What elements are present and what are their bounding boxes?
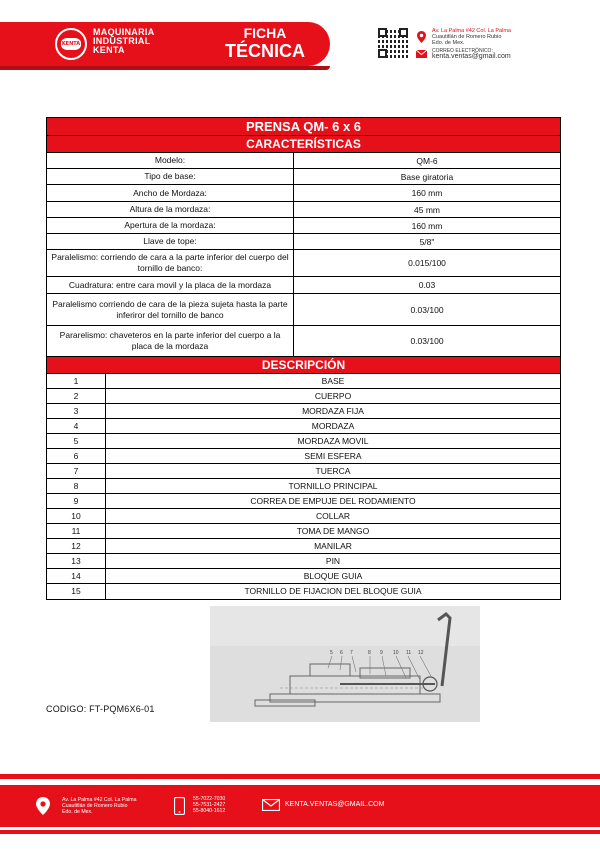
part-name: COLLAR: [315, 511, 350, 521]
header-email: [432, 48, 511, 60]
spec-label: Modelo:: [47, 153, 294, 168]
part-row: [47, 404, 560, 419]
footer-address-line-3: Edo. de Mex.: [62, 809, 93, 815]
footer-top-stripe: [0, 774, 600, 779]
part-row: [47, 509, 560, 524]
diagram-label: 12: [418, 650, 424, 656]
part-row: [47, 464, 560, 479]
brand-line-1: MAQUINARIA: [93, 27, 155, 37]
part-name: TUERCA: [315, 466, 351, 476]
footer-phone-3[interactable]: 55-8040-1612: [193, 808, 226, 814]
mail-icon: [416, 50, 427, 58]
part-name: CORREA DE EMPUJE DEL RODAMIENTO: [250, 496, 416, 506]
part-name: MANILAR: [314, 541, 352, 551]
part-row: [47, 539, 560, 554]
part-name: TORNILLO PRINCIPAL: [288, 481, 378, 491]
spec-row: [47, 277, 560, 294]
part-number: 10: [47, 509, 106, 523]
phone-icon: [174, 797, 185, 815]
part-number: 9: [47, 494, 106, 508]
footer-mail-icon: [262, 799, 280, 811]
header-email-address[interactable]: kenta.ventas@gmail.com: [432, 53, 511, 60]
part-row: [47, 494, 560, 509]
part-row: [47, 524, 560, 539]
part-row: [47, 584, 560, 599]
part-number: 1: [47, 374, 106, 388]
part-name: CUERPO: [314, 391, 352, 401]
diagram-label: 10: [393, 650, 399, 656]
part-number: 12: [47, 539, 106, 553]
ficha-label: FICHA: [243, 25, 287, 41]
header-email-label: CORREO ELECTRÓNICO:: [432, 48, 493, 54]
brand-name: [93, 28, 155, 55]
page-header: [0, 0, 600, 82]
document-code: CODIGO: FT-PQM6X6-01: [46, 704, 155, 714]
header-address-line-1: Av. La Palma #42 Col. La Palma: [432, 28, 511, 34]
spec-value: 160 mm: [411, 188, 443, 198]
diagram-label: 5: [330, 650, 333, 656]
product-title: PRENSA QM- 6 x 6: [47, 118, 560, 136]
qr-code-icon: [378, 28, 408, 58]
spec-label: Pararelismo: chaveteros en la parte inferior del cuerpo a la placa de la mordaza: [47, 326, 294, 356]
part-name: PIN: [325, 556, 341, 566]
part-name: MORDAZA FIJA: [302, 406, 364, 416]
part-row: [47, 389, 560, 404]
footer-address-line-1: Av. La Palma #42 Col. La Palma: [62, 797, 137, 803]
spec-row: [47, 169, 560, 185]
footer-location-icon: [36, 797, 50, 815]
part-name: TOMA DE MANGO: [296, 526, 370, 536]
spec-value: 0.015/100: [408, 258, 446, 268]
part-number: 3: [47, 404, 106, 418]
document-type: [210, 25, 320, 61]
spec-row: [47, 294, 560, 326]
header-address-line-2: Cuautitlán de Romero Rubio: [432, 34, 502, 40]
diagram-label: 11: [406, 650, 412, 656]
part-row: [47, 434, 560, 449]
spec-table: [46, 117, 561, 600]
footer-phones: [193, 796, 225, 814]
diagram-label: 9: [380, 650, 383, 656]
part-name: MORDAZA: [311, 421, 355, 431]
spec-label: Cuadratura: entre cara movil y la placa de la mordaza: [47, 277, 294, 293]
location-pin-icon: [417, 31, 426, 43]
description-heading: DESCRIPCIÓN: [47, 357, 560, 374]
footer-phone-2[interactable]: 55-7531-2427: [193, 802, 226, 808]
spec-row: [47, 218, 560, 234]
spec-value: QM-6: [416, 155, 438, 166]
spec-row: [47, 202, 560, 218]
tecnica-label: TÉCNICA: [225, 41, 305, 61]
spec-value: 0.03/100: [410, 304, 444, 315]
characteristics-heading: CARACTERÍSTICAS: [47, 136, 560, 153]
spec-label: Apertura de la mordaza:: [47, 218, 294, 233]
spec-value: 0.03/100: [410, 336, 444, 346]
kenta-logo: [55, 28, 87, 60]
footer-address-line-2: Cuautitlán de Romero Rubio: [62, 803, 128, 809]
spec-row: [47, 153, 560, 169]
part-row: [47, 554, 560, 569]
footer-address: [62, 797, 137, 815]
footer-bottom-stripe: [0, 830, 600, 834]
part-number: 4: [47, 419, 106, 433]
logo-text: KENTA: [61, 38, 81, 50]
spec-label: Tipo de base:: [47, 169, 294, 184]
spec-value: Base giratoria: [400, 171, 454, 182]
spec-label: Llave de tope:: [47, 234, 294, 249]
spec-value: 160 mm: [411, 220, 443, 231]
part-name: SEMI ESFERA: [304, 451, 362, 461]
part-row: [47, 374, 560, 389]
part-number: 15: [47, 584, 106, 599]
brand-line-2: INDUSTRIAL: [93, 36, 151, 46]
vise-drawing: [210, 606, 480, 722]
diagram-label: 8: [368, 650, 371, 656]
spec-row: [47, 250, 560, 277]
diagram-label: 7: [350, 650, 353, 656]
part-row: [47, 419, 560, 434]
part-row: [47, 569, 560, 584]
spec-row: [47, 326, 560, 357]
part-number: 14: [47, 569, 106, 583]
spec-value: 0.03: [418, 280, 436, 290]
part-number: 6: [47, 449, 106, 463]
brand-line-3: KENTA: [93, 45, 125, 55]
footer-email[interactable]: KENTA.VENTAS@GMAIL.COM: [285, 801, 385, 808]
spec-label: Ancho de Mordaza:: [47, 185, 294, 201]
vise-diagram-image: [210, 606, 480, 722]
footer-phone-1[interactable]: 55-7022-7030: [193, 796, 226, 802]
spec-label: Altura de la mordaza:: [47, 202, 294, 217]
part-name: BLOQUE GUIA: [303, 571, 363, 581]
part-number: 2: [47, 389, 106, 403]
part-name: BASE: [321, 376, 345, 386]
spec-row: [47, 234, 560, 250]
spec-row: [47, 185, 560, 202]
spec-label: Paralelismo: corriendo de cara a la parte inferior del cuerpo del tornillo de banco:: [47, 250, 294, 276]
part-name: TORNILLO DE FIJACION DEL BLOQUE GUIA: [244, 586, 422, 596]
part-row: [47, 449, 560, 464]
part-number: 13: [47, 554, 106, 568]
header-address: [432, 28, 511, 46]
header-address-line-3: Edo. de Mex.: [432, 40, 465, 46]
spec-value: 45 mm: [414, 204, 440, 215]
spec-value: 5/8": [419, 236, 435, 247]
part-number: 11: [47, 524, 106, 538]
part-number: 5: [47, 434, 106, 448]
part-row: [47, 479, 560, 494]
spec-label: Paralelismo corriendo de cara de la pieza sujeta hasta la parte inferiror del tornillo de banco: [47, 294, 294, 325]
part-number: 7: [47, 464, 106, 478]
part-number: 8: [47, 479, 106, 493]
part-name: MORDAZA MOVIL: [297, 436, 369, 446]
diagram-label: 6: [340, 650, 343, 656]
